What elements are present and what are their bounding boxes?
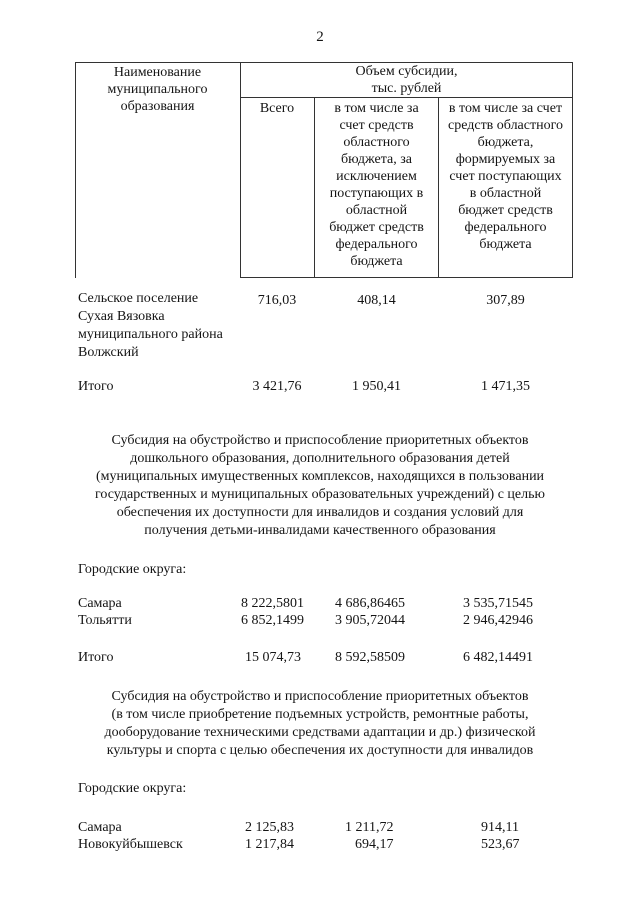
row-regional: 408,14 (357, 293, 396, 308)
row-federal: 523,67 (481, 837, 520, 852)
col-regional-header: в том числе за счет средств областного бюджета, за исключением поступающих в областной бюджет средств федерального бюджета (329, 101, 424, 269)
section3-title: Субсидия на обустройство и приспособление приоритетных объектов (в том числе приобретение подъемных устройств, ремонтные работы, дооборудование техническими средствами адаптации и др.) физической культуры и спорта с целью обеспечения их доступности для инвалидов (104, 689, 536, 758)
row-name: Новокуйбышевск (78, 837, 183, 852)
total-federal: 6 482,14491 (463, 650, 533, 665)
row-total: 1 217,84 (245, 837, 294, 852)
col-name-header: Наименование муниципального образования (107, 65, 208, 114)
col-total-header: Всего (259, 101, 295, 116)
total-total: 15 074,73 (245, 650, 301, 665)
row-name: Тольятти (78, 613, 132, 628)
page-number: 2 (316, 29, 324, 45)
row-total: 6 852,1499 (241, 613, 304, 628)
row-regional: 3 905,72044 (335, 613, 405, 628)
total-federal: 1 471,35 (481, 379, 530, 394)
row-federal: 307,89 (486, 293, 525, 308)
section2-group-label: Городские округа: (78, 562, 187, 577)
row-name: Самара (78, 820, 122, 835)
table-divider-volume (240, 97, 573, 98)
row-total: 8 222,5801 (241, 596, 304, 611)
total-regional: 1 950,41 (352, 379, 401, 394)
row-regional: 1 211,72 (345, 820, 394, 835)
row-regional: 694,17 (355, 837, 394, 852)
row-federal: 3 535,71545 (463, 596, 533, 611)
row-total: 2 125,83 (245, 820, 294, 835)
total-label: Итого (78, 650, 114, 665)
row-regional: 4 686,86465 (335, 596, 405, 611)
row-name: Сельское поселение Сухая Вязовка муниципального района Волжский (78, 291, 223, 360)
row-federal: 914,11 (481, 820, 519, 835)
section3-group-label: Городские округа: (78, 781, 187, 796)
row-name: Самара (78, 596, 122, 611)
volume-header: Объем субсидии, тыс. рублей (355, 64, 458, 96)
total-regional: 8 592,58509 (335, 650, 405, 665)
table-border-bottom (240, 277, 573, 278)
row-federal: 2 946,42946 (463, 613, 533, 628)
table-header (75, 62, 573, 278)
total-total: 3 421,76 (252, 379, 302, 394)
total-label: Итого (78, 379, 114, 394)
col-federal-header: в том числе за счет средств областного бюджета, формируемых за счет поступающих в областной бюджет средств федерального бюджета (447, 101, 563, 252)
row-total: 716,03 (257, 293, 297, 308)
section2-title: Субсидия на обустройство и приспособление приоритетных объектов дошкольного образования, дополнительного образования детей (муниципальных имущественных комплексов, находящихся в пользовании государственных и муниципальных образовательных учреждений) с целью обеспечения их доступности для инвалидов и создания условий для получения детьми-инвалидами качественного образования (95, 433, 545, 538)
